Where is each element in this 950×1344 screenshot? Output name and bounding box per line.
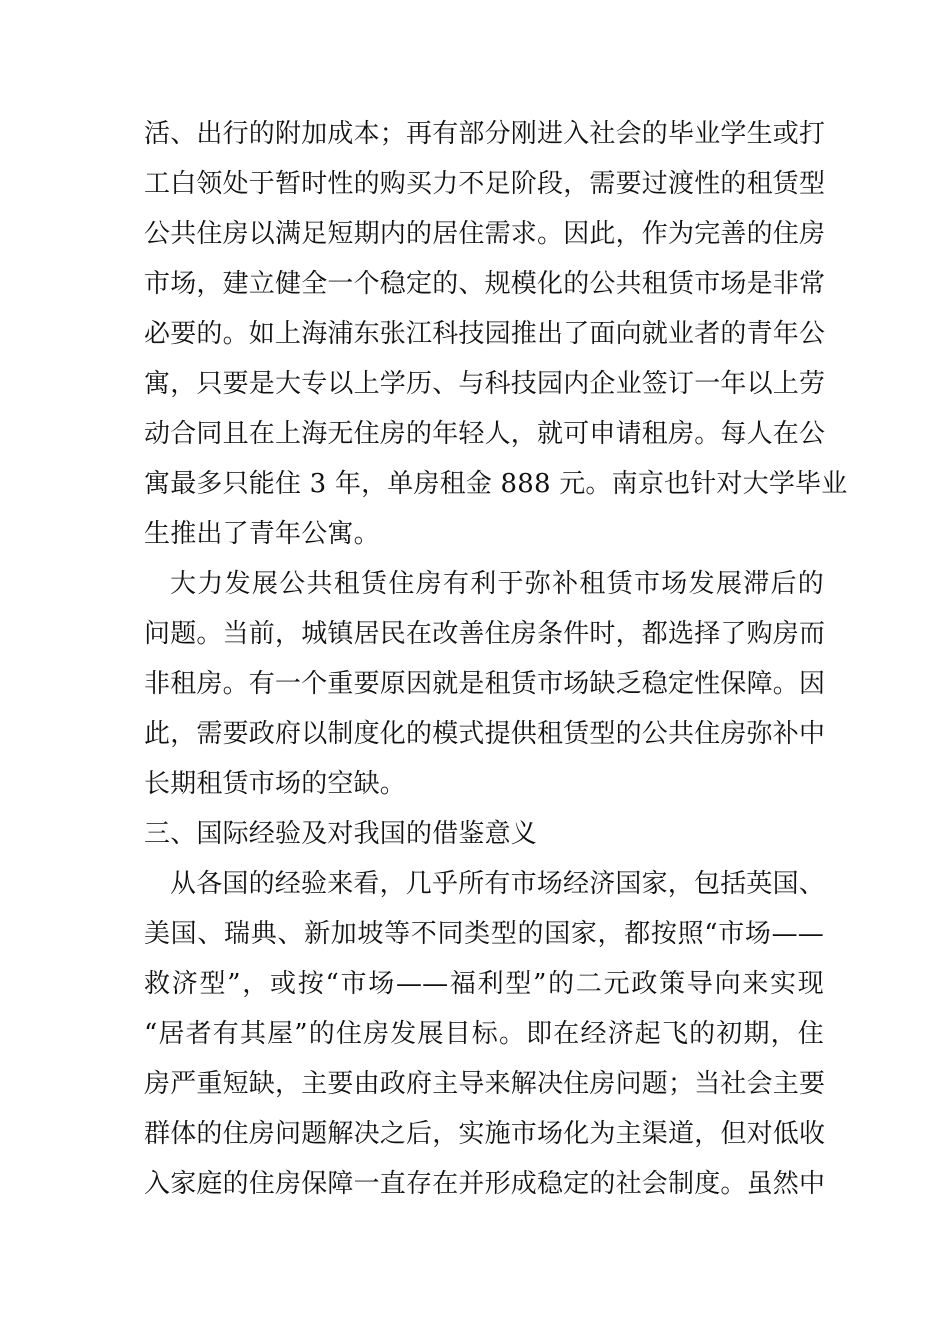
paragraph-line: 美国、瑞典、新加坡等不同类型的国家，都按照“市场—— bbox=[144, 919, 824, 949]
paragraph-line: “居者有其屋”的住房发展目标。即在经济起飞的初期，住 bbox=[144, 1019, 824, 1049]
paragraph-line: 入家庭的住房保障一直存在并形成稳定的社会制度。虽然中 bbox=[144, 1169, 826, 1199]
paragraph-line: 救济型”，或按“市场——福利型”的二元政策导向来实现 bbox=[144, 969, 824, 999]
paragraph-line: 长期租赁市场的空缺。 bbox=[144, 769, 407, 799]
paragraph-line: 此，需要政府以制度化的模式提供租赁型的公共住房弥补中 bbox=[144, 719, 826, 749]
paragraph-line: 从各国的经验来看，几乎所有市场经济国家，包括英国、 bbox=[170, 869, 826, 899]
paragraph-line: 寓最多只能住 3 年，单房租金 888 元。南京也针对大学毕业 bbox=[144, 469, 848, 499]
section-heading: 三、国际经验及对我国的借鉴意义 bbox=[144, 819, 538, 849]
paragraph-line: 公共住房以满足短期内的居住需求。因此，作为完善的住房 bbox=[144, 219, 826, 249]
paragraph-line: 群体的住房问题解决之后，实施市场化为主渠道，但对低收 bbox=[144, 1119, 826, 1149]
paragraph-line: 非租房。有一个重要原因就是租赁市场缺乏稳定性保障。因 bbox=[144, 669, 826, 699]
paragraph-line: 房严重短缺，主要由政府主导来解决住房问题；当社会主要 bbox=[144, 1069, 826, 1099]
paragraph-line: 寓，只要是大专以上学历、与科技园内企业签订一年以上劳 bbox=[144, 369, 826, 399]
paragraph-line: 动合同且在上海无住房的年轻人，就可申请租房。每人在公 bbox=[144, 419, 826, 449]
paragraph-line: 大力发展公共租赁住房有利于弥补租赁市场发展滞后的 bbox=[170, 569, 824, 599]
paragraph-line: 生推出了青年公寓。 bbox=[144, 519, 380, 549]
paragraph-line: 工白领处于暂时性的购买力不足阶段，需要过渡性的租赁型 bbox=[144, 169, 826, 199]
paragraph-line: 必要的。如上海浦东张江科技园推出了面向就业者的青年公 bbox=[144, 319, 826, 349]
paragraph-line: 市场，建立健全一个稳定的、规模化的公共租赁市场是非常 bbox=[144, 269, 826, 299]
paragraph-line: 问题。当前，城镇居民在改善住房条件时，都选择了购房而 bbox=[144, 619, 826, 649]
paragraph-line: 活、出行的附加成本；再有部分刚进入社会的毕业学生或打 bbox=[144, 119, 826, 149]
